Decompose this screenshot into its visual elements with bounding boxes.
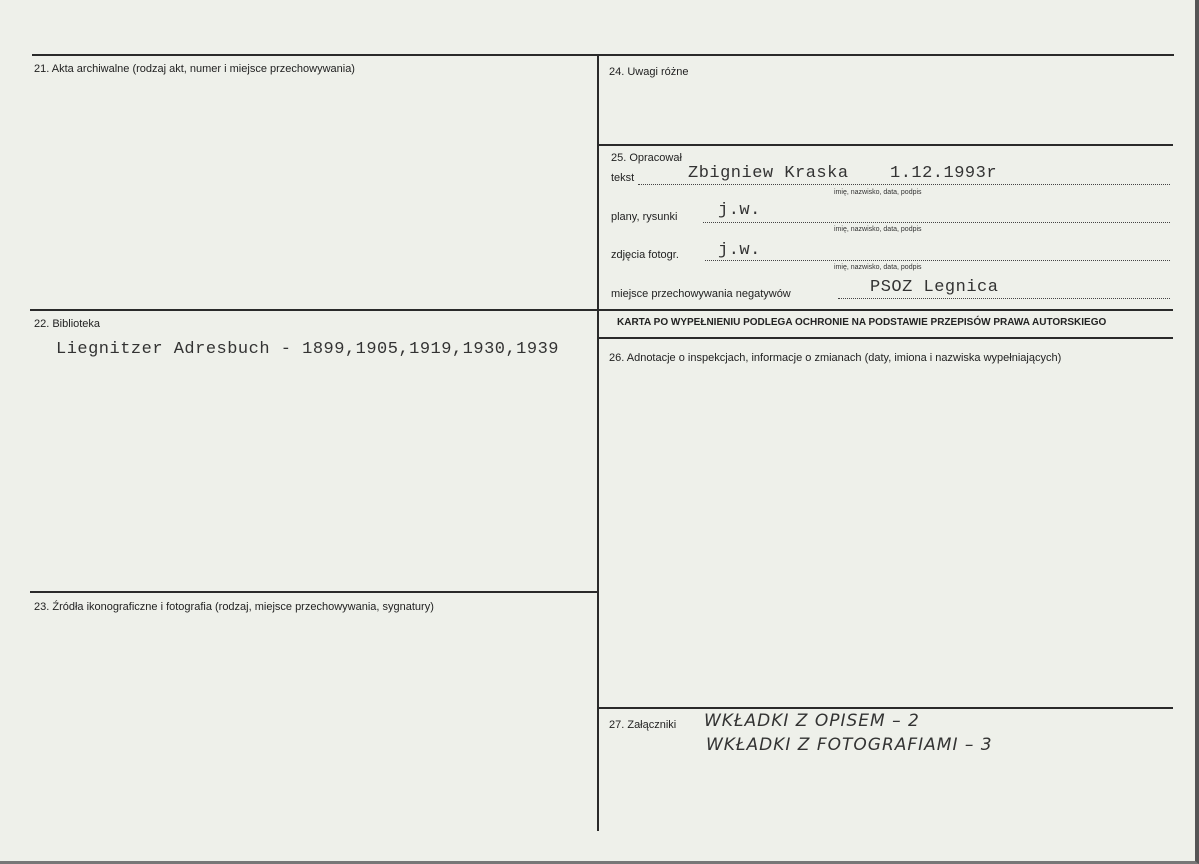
- zdjecia-label: zdjęcia fotogr.: [611, 249, 679, 261]
- tekst-caption: imię, nazwisko, data, podpis: [834, 189, 922, 196]
- tekst-line: [638, 184, 1170, 185]
- section-27-label: 27. Załączniki: [609, 719, 677, 731]
- section-23-label: 23. Źródła ikonograficzne i fotografia (rodzaj, miejsce przechowywania, sygnatury): [34, 601, 434, 613]
- attachments-line-2: WKŁADKI Z FOTOGRAFIAMI – 3: [706, 735, 993, 755]
- zdjecia-caption: imię, nazwisko, data, podpis: [834, 264, 922, 271]
- attachments-line-1: WKŁADKI Z OPISEM – 2: [704, 711, 920, 731]
- plany-label: plany, rysunki: [611, 211, 678, 223]
- zdjecia-value: j.w.: [718, 241, 761, 260]
- rule-26-27: [598, 707, 1173, 709]
- section-22-value: Liegnitzer Adresbuch - 1899,1905,1919,1930,1939: [56, 340, 559, 359]
- section-25-label: 25. Opracował: [611, 152, 682, 164]
- miejsce-value: PSOZ Legnica: [870, 278, 999, 297]
- zdjecia-line: [705, 260, 1170, 261]
- miejsce-label: miejsce przechowywania negatywów: [611, 288, 791, 300]
- rule-notice-26: [598, 337, 1173, 339]
- copyright-notice: KARTA PO WYPEŁNIENIU PODLEGA OCHRONIE NA PODSTAWIE PRZEPISÓW PRAWA AUTORSKIEGO: [617, 317, 1107, 328]
- top-rule: [32, 54, 1174, 56]
- section-26-label: 26. Adnotacje o inspekcjach, informacje o zmianach (daty, imiona i nazwiska wypełniających): [609, 352, 1062, 364]
- rule-25-notice: [598, 309, 1173, 311]
- miejsce-line: [838, 298, 1170, 299]
- section-24-label: 24. Uwagi różne: [609, 66, 689, 78]
- center-divider: [597, 54, 599, 831]
- tekst-label: tekst: [611, 172, 635, 184]
- plany-line: [703, 222, 1170, 223]
- tekst-date: 1.12.1993r: [890, 164, 998, 183]
- plany-caption: imię, nazwisko, data, podpis: [834, 226, 922, 233]
- rule-22-23: [30, 591, 598, 593]
- section-21-label: 21. Akta archiwalne (rodzaj akt, numer i miejsce przechowywania): [34, 63, 355, 75]
- tekst-value: Zbigniew Kraska: [688, 164, 849, 183]
- rule-21-22: [30, 309, 598, 311]
- rule-24-25: [598, 144, 1173, 146]
- section-22-label: 22. Biblioteka: [34, 318, 101, 330]
- plany-value: j.w.: [718, 201, 761, 220]
